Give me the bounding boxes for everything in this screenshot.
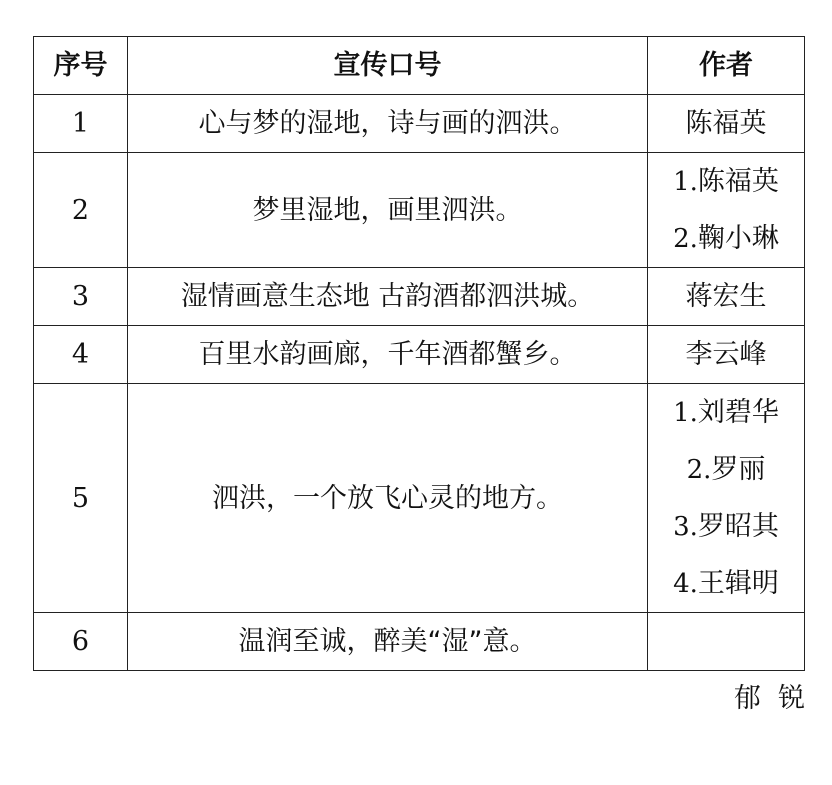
- row-number: 1: [34, 95, 128, 153]
- row-slogan: 心与梦的湿地，诗与画的泗洪。: [128, 95, 648, 153]
- author-line: [648, 326, 804, 383]
- row-slogan: 百里水韵画廊，千年酒都蟹乡。: [128, 326, 648, 384]
- row-slogan: 泗洪，一个放飞心灵的地方。: [128, 384, 648, 613]
- author-name: 郁 锐: [733, 683, 805, 714]
- header-number: 序号: [34, 37, 128, 95]
- author-line: [648, 555, 804, 612]
- header-author: 作者: [648, 37, 805, 95]
- table-row: [34, 326, 805, 384]
- row-slogan: 梦里湿地，画里泗洪。: [128, 153, 648, 268]
- row-slogan: 温润至诚，醉美“湿”意。: [128, 613, 648, 671]
- header-slogan: 宣传口号: [128, 37, 648, 95]
- row-number: 5: [34, 384, 128, 613]
- author-ordinal: 1.: [673, 398, 698, 428]
- author-name: 罗昭其: [697, 511, 779, 542]
- table-row: [34, 153, 805, 268]
- table-row: [34, 95, 805, 153]
- row-authors: [648, 384, 805, 613]
- row-authors: [648, 95, 805, 153]
- author-name: 李云峰: [685, 339, 767, 370]
- author-name: 蒋宏生: [685, 281, 767, 312]
- author-ordinal: 2.: [673, 224, 698, 254]
- author-line: [648, 498, 804, 555]
- table-row: [34, 613, 805, 671]
- author-name: 陈福英: [685, 108, 767, 139]
- row-authors: [648, 268, 805, 326]
- author-ordinal: 1.: [673, 167, 698, 197]
- row-number: 6: [34, 613, 128, 671]
- author-name: 陈福英: [697, 166, 779, 197]
- author-line: [648, 441, 804, 498]
- author-line: [648, 153, 804, 210]
- row-number: 2: [34, 153, 128, 268]
- header-row: [34, 37, 805, 95]
- author-line: [648, 210, 804, 267]
- author-name: 罗丽: [711, 454, 766, 485]
- table-row: [34, 384, 805, 613]
- author-name: 刘碧华: [697, 397, 779, 428]
- author-line: [648, 268, 804, 325]
- row-slogan: 湿情画意生态地 古韵酒都泗洪城。: [128, 268, 648, 326]
- slogan-table: [33, 36, 805, 714]
- author-ordinal: 4.: [673, 569, 698, 599]
- author-line: [648, 95, 804, 152]
- author-line: [648, 613, 805, 714]
- row-authors: [648, 153, 805, 268]
- row-authors: [648, 326, 805, 384]
- author-name: 王辑明: [697, 568, 779, 599]
- row-number: 3: [34, 268, 128, 326]
- author-ordinal: 3.: [673, 512, 698, 542]
- row-number: 4: [34, 326, 128, 384]
- author-line: [648, 384, 804, 441]
- row-authors: [648, 613, 805, 714]
- author-name: 鞠小琳: [697, 223, 779, 254]
- table-row: [34, 268, 805, 326]
- author-ordinal: 2.: [686, 455, 712, 485]
